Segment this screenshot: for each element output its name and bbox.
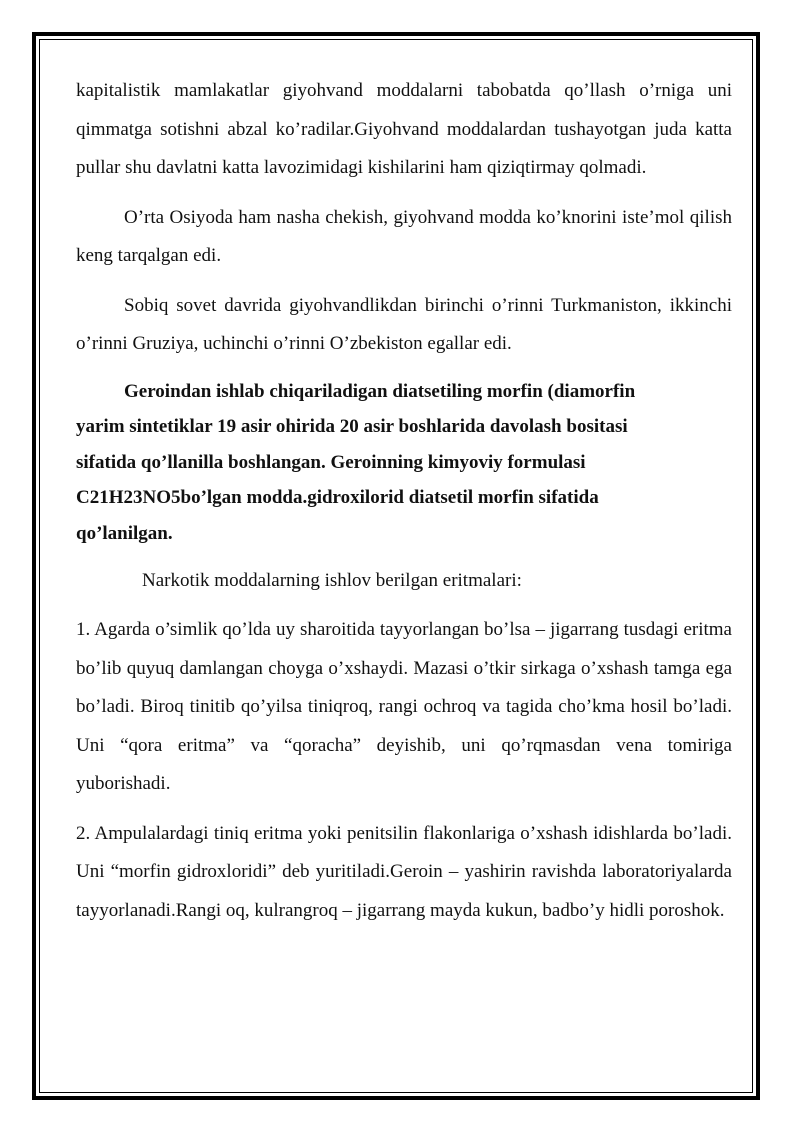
section-heading: Narkotik moddalarning ishlov berilgan eritmalari:	[142, 570, 522, 591]
bold-line: qo’lanilgan.	[76, 522, 173, 544]
list-item-2: 2. Ampulalardagi tiniq eritma yoki penitsilin flakonlariga o’xshash idishlarda bo’ladi. Uni “morfin gidroxloridi” deb yuritiladi.Geroin – yashirin ravishda laboratoriyalarda tayyorlanadi.Rangi oq, kulrangroq – jigarrang mayda kukun, badbo’y hidli poroshok.	[76, 822, 732, 921]
bold-line: yarim sintetiklar 19 asir ohirida 20 asir boshlarida davolash bositasi	[76, 416, 628, 437]
paragraph-2: O’rta Osiyoda ham nasha chekish, giyohvand modda ko’knorini iste’mol qilish keng tarqalgan edi.	[76, 206, 732, 266]
bold-paragraph	[76, 374, 716, 552]
bold-line: Geroindan ishlab chiqariladigan diatsetiling morfin (diamorfin	[124, 380, 636, 402]
paragraph-3: Sobiq sovet davrida giyohvandlikdan birinchi o’rinni Turkmaniston, ikkinchi o’rinni Gruziya, uchinchi o’rinni O’zbekiston egallar edi.	[76, 294, 732, 354]
page-content	[76, 72, 732, 930]
bold-line: sifatida qo’llanilla boshlangan. Geroinning kimyoviy formulasi	[76, 451, 586, 473]
paragraph-1: kapitalistik mamlakatlar giyohvand moddalarni tabobatda qo’llash o’rniga uni qimmatga sotishni abzal ko’radilar.Giyohvand moddalardan tushayotgan juda katta pullar shu davlatni katta lavozimidagi kishilarini ham qiziqtirmay qolmadi.	[76, 80, 732, 178]
bold-line: C21H23NO5bo’lgan modda.gidroxilorid diatsetil morfin sifatida	[76, 487, 599, 508]
list-item-1: 1. Agarda o’simlik qo’lda uy sharoitida tayyorlangan bo’lsa – jigarrang tusdagi eritma bo’lib quyuq damlangan choyga o’xshaydi. Mazasi o’tkir sirkaga o’xshash tamga ega bo’ladi. Biroq tinitib qo’yilsa tiniqroq, rangi ochroq va tagida cho’kma hosil bo’ladi. Uni “qora eritma” va “qoracha” deyishib, uni qo’rqmasdan vena tomiriga yuborishadi.	[76, 619, 732, 794]
